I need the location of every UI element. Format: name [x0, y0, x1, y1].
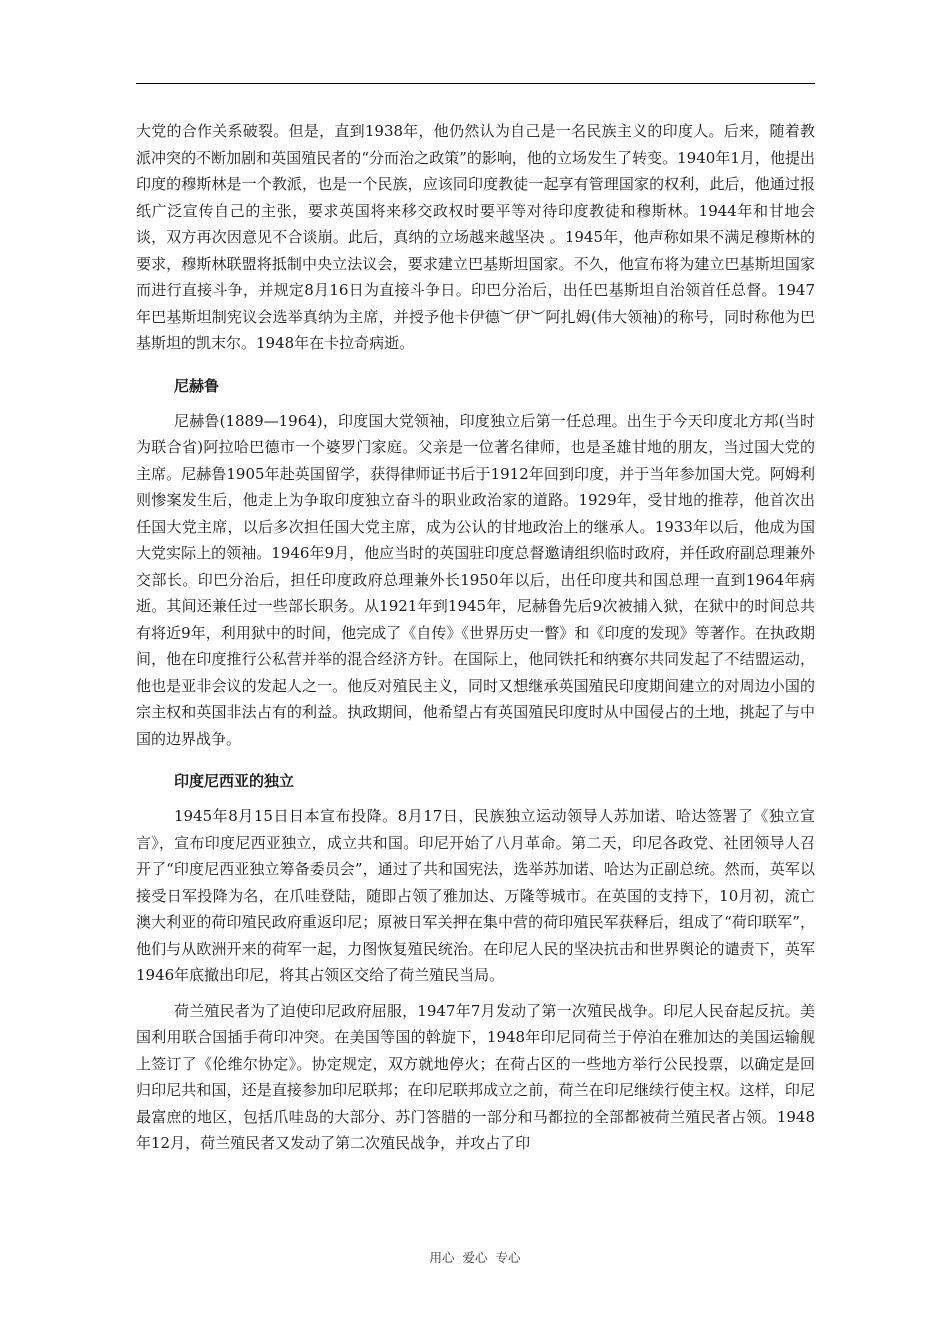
page-footer: 用心 爱心 专心: [429, 1250, 521, 1265]
document-body: [136, 118, 815, 1157]
indonesia-paragraph-1: 1945年8月15日日本宣布投降。8月17日，民族独立运动领导人苏加诺、哈达签署了《独立宣言》，宣布印度尼西亚独立，成立共和国。印尼开始了八月革命。第二天，印尼各政党、社团领导人召开了“印度尼西亚独立筹备委员会”，通过了共和国宪法，选举苏加诺、哈达为正副总统。然而，英军以接受日军投降为名，在爪哇登陆，随即占领了雅加达、万隆等城市。在英国的支持下，10月初，流亡澳大利亚的荷印殖民政府重返印尼；原被日军关押在集中营的荷印殖民军获释后，组成了“荷印联军”，他们与从欧洲开来的荷军一起，力图恢复殖民统治。在印尼人民的坚决抗击和世界舆论的谴责下，英军1946年底撤出印尼，将其占领区交给了荷兰殖民当局。: [136, 807, 815, 984]
header-rule: [136, 83, 815, 84]
nehru-paragraph: 尼赫鲁(1889—1964)，印度国大党领袖，印度独立后第一任总理。出生于今天印度北方邦(当时为联合省)阿拉哈巴德市一个婆罗门家庭。父亲是一位著名律师，也是圣雄甘地的朋友，当过国大党的主席。尼赫鲁1905年赴英国留学，获得律师证书后于1912年回到印度，并于当年参加国大党。阿姆利则惨案发生后，他走上为争取印度独立奋斗的职业政治家的道路。1929年，受甘地的推荐，他首次出任国大党主席，以后多次担任国大党主席，成为公认的甘地政治上的继承人。1933年以后，他成为国大党实际上的领袖。1946年9月，他应当时的英国驻印度总督邀请组织临时政府，并任政府副总理兼外交部长。印巴分治后，担任印度政府总理兼外长1950年以后，出任印度共和国总理一直到1964年病逝。其间还兼任过一些部长职务。从1921年到1945年，尼赫鲁先后9次被捕入狱，在狱中的时间总共有将近9年，利用狱中的时间，他完成了《自传》《世界历史一瞥》和《印度的发现》等著作。在执政期间，他在印度推行公私营并举的混合经济方针。在国际上，他同铁托和纳赛尔共同发起了不结盟运动，他也是亚非会议的发起人之一。他反对殖民主义，同时又想继承英国殖民印度期间建立的对周边小国的宗主权和英国非法占有的利益。执政期间，他希望占有英国殖民印度时从中国侵占的土地，挑起了与中国的边界战争。: [136, 411, 815, 748]
jinnah-paragraph-continuation: 大党的合作关系破裂。但是，直到1938年，他仍然认为自己是一名民族主义的印度人。后来，随着教派冲突的不断加剧和英国殖民者的“分而治之政策”的影响，他的立场发生了转变。1940年1月，他提出印度的穆斯林是一个教派，也是一个民族，应该同印度教徒一起享有管理国家的权利，此后，他通过报纸广泛宣传自己的主张，要求英国将来移交政权时要平等对待印度教徒和穆斯林。1944年和甘地会谈，双方再次因意见不合谈崩。此后，真纳的立场越来越坚决 。1945年，他声称如果不满足穆斯林的要求，穆斯林联盟将抵制中央立法议会，要求建立巴基斯坦国家。不久，他宣布将为建立巴基斯坦国家而进行直接斗争，并规定8月16日为直接斗争日。印巴分治后，出任巴基斯坦自治领首任总督。1947年巴基斯坦制宪议会选举真纳为主席，并授予他卡伊德︶伊︶阿扎姆(伟大领袖)的称号，同时称他为巴基斯坦的凯末尔。1948年在卡拉奇病逝。: [136, 122, 815, 352]
indonesia-paragraph-2: 荷兰殖民者为了迫使印尼政府屈服，1947年7月发动了第一次殖民战争。印尼人民奋起反抗。美国利用联合国插手荷印冲突。在美国等国的斡旋下，1948年印尼同荷兰于停泊在雅加达的美国运输舰上签订了《伦维尔协定》。协定规定，双方就地停火；在荷占区的一些地方举行公民投票，以确定是回归印尼共和国，还是直接参加印尼联邦；在印尼联邦成立之前，荷兰在印尼继续行使主权。这样，印尼最富庶的地区，包括爪哇岛的大部分、苏门答腊的一部分和马都拉的全部都被荷兰殖民者占领。1948年12月，荷兰殖民者又发动了第二次殖民战争，并攻占了印: [136, 1001, 815, 1152]
section-heading-nehru: 尼赫鲁: [174, 376, 220, 395]
section-heading-indonesia: 印度尼西亚的独立: [174, 772, 295, 790]
